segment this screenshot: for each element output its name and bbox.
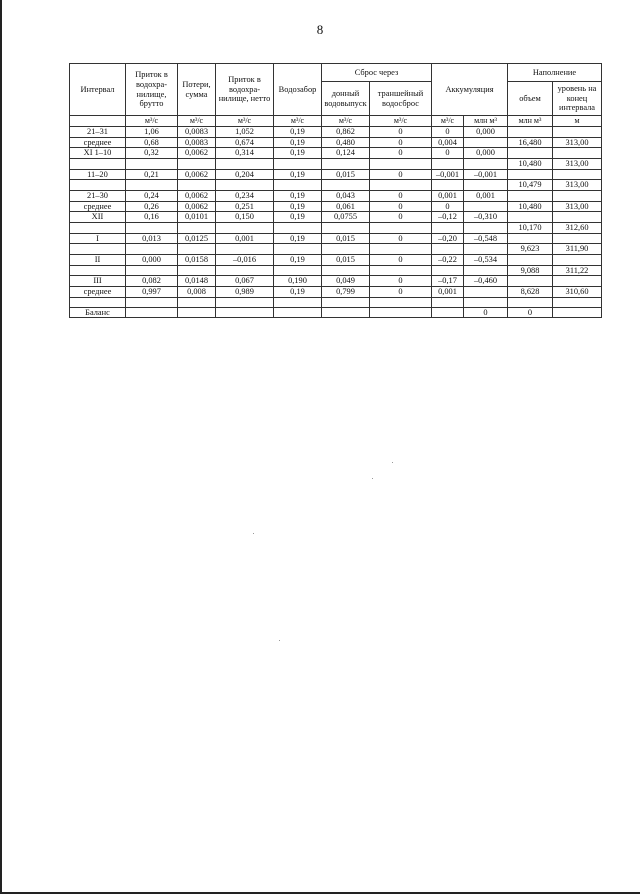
table-cell: 0,24	[126, 190, 178, 201]
table-cell: –0,016	[216, 254, 274, 265]
unit-cell: м³/с	[126, 116, 178, 127]
table-cell	[432, 180, 464, 191]
scan-speck	[279, 640, 280, 641]
table-cell	[508, 190, 553, 201]
table-cell	[553, 169, 602, 180]
table-row	[70, 180, 602, 191]
table-cell	[322, 180, 370, 191]
table-cell: 0	[370, 254, 432, 265]
table-cell: 0	[508, 307, 553, 318]
table-cell: 0,004	[432, 137, 464, 148]
table-cell: –0,460	[464, 276, 508, 287]
table-cell: 0	[432, 148, 464, 159]
table-cell: 0,0083	[178, 127, 216, 138]
table-cell: 0,001	[432, 286, 464, 297]
row-interval-cell	[70, 297, 126, 307]
table-cell	[322, 158, 370, 169]
table-cell: 9,623	[508, 244, 553, 255]
table-cell	[464, 158, 508, 169]
table-cell: 0,049	[322, 276, 370, 287]
table-cell: 0	[370, 127, 432, 138]
table-cell	[126, 222, 178, 233]
table-cell: 0,008	[178, 286, 216, 297]
reservoir-balance-table	[69, 63, 602, 318]
row-interval-cell: среднее	[70, 201, 126, 212]
table-cell: 1,06	[126, 127, 178, 138]
table-cell	[508, 127, 553, 138]
header-inflow-net: Приток в водохра-нилище, нетто	[216, 64, 274, 116]
table-row	[70, 233, 602, 244]
table-cell	[274, 158, 322, 169]
table-cell	[178, 297, 216, 307]
table-cell	[464, 265, 508, 276]
table-cell	[178, 222, 216, 233]
table-cell: 0,19	[274, 127, 322, 138]
table-cell: 10,170	[508, 222, 553, 233]
table-cell: 0	[370, 201, 432, 212]
table-cell	[216, 244, 274, 255]
table-cell: –0,548	[464, 233, 508, 244]
unit-cell-blank	[70, 116, 126, 127]
row-interval-cell: II	[70, 254, 126, 265]
table-cell	[508, 276, 553, 287]
table-cell	[274, 244, 322, 255]
unit-cell: м³/с	[370, 116, 432, 127]
table-cell: 9,088	[508, 265, 553, 276]
table-cell: 0,799	[322, 286, 370, 297]
table-cell: 1,052	[216, 127, 274, 138]
row-interval-cell	[70, 222, 126, 233]
table-cell: 0,251	[216, 201, 274, 212]
unit-cell: м³/с	[178, 116, 216, 127]
header-accumulation: Аккумуляция	[432, 64, 508, 116]
table-cell: 0,000	[464, 127, 508, 138]
header-inflow-gross: Приток в водохра-нилище, брутто	[126, 64, 178, 116]
header-level: уровень на конец интервала	[553, 82, 602, 116]
row-interval-cell	[70, 180, 126, 191]
table-cell: 0,68	[126, 137, 178, 148]
table-cell: 0,015	[322, 254, 370, 265]
table-cell: 8,628	[508, 286, 553, 297]
table-cell: 0,001	[464, 190, 508, 201]
table-cell: 0,32	[126, 148, 178, 159]
table-cell: 0,001	[216, 233, 274, 244]
table-row	[70, 212, 602, 223]
scan-speck	[392, 462, 393, 463]
table-cell	[553, 233, 602, 244]
table-cell: 10,479	[508, 180, 553, 191]
table-cell	[126, 244, 178, 255]
table-cell: 0,0158	[178, 254, 216, 265]
table-cell: 0,001	[432, 190, 464, 201]
header-volume: объем	[508, 82, 553, 116]
table-cell: 0,0062	[178, 190, 216, 201]
unit-cell: м³/с	[216, 116, 274, 127]
table-cell: 0	[370, 148, 432, 159]
table-cell	[432, 222, 464, 233]
table-cell: 0,480	[322, 137, 370, 148]
table-cell	[274, 307, 322, 318]
table-cell	[508, 169, 553, 180]
table-cell: 0,19	[274, 137, 322, 148]
table-cell	[322, 265, 370, 276]
table-cell: 0,082	[126, 276, 178, 287]
header-bottom-outlet: донный водовыпуск	[322, 82, 370, 116]
table-cell	[508, 297, 553, 307]
table-cell	[370, 158, 432, 169]
table-cell	[553, 297, 602, 307]
table-cell: –0,17	[432, 276, 464, 287]
table-row	[70, 286, 602, 297]
table-cell	[370, 297, 432, 307]
table-row	[70, 158, 602, 169]
table-cell	[178, 158, 216, 169]
table-cell: 10,480	[508, 201, 553, 212]
table-cell	[370, 244, 432, 255]
table-cell: 0,204	[216, 169, 274, 180]
table-cell	[216, 265, 274, 276]
table-cell	[126, 158, 178, 169]
table-cell: 0,674	[216, 137, 274, 148]
table-cell	[274, 297, 322, 307]
table-cell: –0,001	[464, 169, 508, 180]
table-cell: 313,00	[553, 201, 602, 212]
row-interval-cell: 21–31	[70, 127, 126, 138]
page-number: 8	[316, 22, 324, 37]
table-cell	[370, 265, 432, 276]
table-cell: 312,60	[553, 222, 602, 233]
table-cell	[178, 265, 216, 276]
table-cell: 0,21	[126, 169, 178, 180]
table-cell: 0,043	[322, 190, 370, 201]
table-cell: –0,534	[464, 254, 508, 265]
table-cell	[274, 180, 322, 191]
table-cell	[553, 307, 602, 318]
table-cell: 0,015	[322, 169, 370, 180]
table-cell: 0,000	[464, 148, 508, 159]
table-cell: 0,0062	[178, 201, 216, 212]
table-cell: 0,234	[216, 190, 274, 201]
table-cell	[216, 180, 274, 191]
table-cell: –0,22	[432, 254, 464, 265]
table-row	[70, 254, 602, 265]
table-row	[70, 265, 602, 276]
table-cell	[432, 297, 464, 307]
table-cell	[464, 244, 508, 255]
table-cell: 0,19	[274, 190, 322, 201]
table-cell: 0,19	[274, 212, 322, 223]
table-row	[70, 169, 602, 180]
table-cell	[370, 180, 432, 191]
unit-cell: м³/с	[432, 116, 464, 127]
table-cell	[464, 286, 508, 297]
table-cell	[432, 244, 464, 255]
table-cell	[178, 307, 216, 318]
row-interval-cell: 11–20	[70, 169, 126, 180]
table-cell: 0,19	[274, 169, 322, 180]
table-cell: 0	[370, 286, 432, 297]
row-interval-cell: III	[70, 276, 126, 287]
table-cell: 0	[370, 233, 432, 244]
table-cell: 0,19	[274, 233, 322, 244]
table-cell: 0,989	[216, 286, 274, 297]
table-cell	[370, 307, 432, 318]
header-trench-spillway: траншейный водосброс	[370, 82, 432, 116]
table-cell: 0,314	[216, 148, 274, 159]
table-cell: 0,124	[322, 148, 370, 159]
table-cell: 313,00	[553, 180, 602, 191]
table-cell: 0,997	[126, 286, 178, 297]
table-cell	[464, 297, 508, 307]
table-cell: 310,60	[553, 286, 602, 297]
table-cell: 0,190	[274, 276, 322, 287]
table-cell	[553, 254, 602, 265]
table-cell	[508, 212, 553, 223]
table-cell	[432, 158, 464, 169]
table-cell	[126, 297, 178, 307]
table-cell	[216, 307, 274, 318]
table-cell: –0,001	[432, 169, 464, 180]
unit-cell: м	[553, 116, 602, 127]
table-row	[70, 244, 602, 255]
row-interval-cell: I	[70, 233, 126, 244]
table-cell	[432, 307, 464, 318]
row-interval-cell	[70, 158, 126, 169]
table-cell: 0,19	[274, 254, 322, 265]
table-cell	[322, 244, 370, 255]
table-cell	[432, 265, 464, 276]
unit-cell: млн м³	[464, 116, 508, 127]
table-cell: 0,26	[126, 201, 178, 212]
table-cell	[216, 297, 274, 307]
table-cell	[370, 222, 432, 233]
unit-cell: м³/с	[274, 116, 322, 127]
table-cell: 0,19	[274, 148, 322, 159]
header-losses: Потери, сумма	[178, 64, 216, 116]
row-interval-cell: XII	[70, 212, 126, 223]
table-row	[70, 307, 602, 318]
header-interval: Интервал	[70, 64, 126, 116]
table-cell: 0,19	[274, 201, 322, 212]
table-cell: 0,16	[126, 212, 178, 223]
table-cell: 0	[370, 212, 432, 223]
table-cell: 0,061	[322, 201, 370, 212]
table-cell	[464, 137, 508, 148]
row-interval-cell	[70, 265, 126, 276]
table-cell	[508, 148, 553, 159]
table-cell: 0	[432, 201, 464, 212]
table-row	[70, 201, 602, 212]
table-cell	[126, 180, 178, 191]
table-cell	[126, 265, 178, 276]
table-cell: 0	[370, 137, 432, 148]
table-cell: 0,19	[274, 286, 322, 297]
table-cell: 0	[464, 307, 508, 318]
scan-speck	[253, 533, 254, 534]
table-row	[70, 297, 602, 307]
unit-cell: млн м³	[508, 116, 553, 127]
table-cell	[553, 212, 602, 223]
table-cell: 0	[370, 169, 432, 180]
row-interval-cell: среднее	[70, 137, 126, 148]
table-row	[70, 137, 602, 148]
table-cell: –0,310	[464, 212, 508, 223]
table-cell	[216, 158, 274, 169]
table-cell: 0,000	[126, 254, 178, 265]
table-cell	[178, 180, 216, 191]
table-row	[70, 276, 602, 287]
table-cell	[553, 148, 602, 159]
table-cell: 16,480	[508, 137, 553, 148]
table-cell	[322, 307, 370, 318]
table-cell	[178, 244, 216, 255]
table-cell: 0	[370, 190, 432, 201]
header-filling-group: Наполнение	[508, 64, 602, 82]
table-cell: 0,013	[126, 233, 178, 244]
table-cell: 0,150	[216, 212, 274, 223]
table-cell	[508, 254, 553, 265]
table-cell	[464, 201, 508, 212]
row-interval-cell: среднее	[70, 286, 126, 297]
table-cell: 0,015	[322, 233, 370, 244]
table-row	[70, 127, 602, 138]
table-cell: –0,20	[432, 233, 464, 244]
table-cell	[274, 222, 322, 233]
table-cell: 0,0062	[178, 169, 216, 180]
table-cell: 0	[432, 127, 464, 138]
unit-cell: м³/с	[322, 116, 370, 127]
row-interval-cell	[70, 244, 126, 255]
table-cell	[216, 222, 274, 233]
row-interval-cell: 21–30	[70, 190, 126, 201]
row-interval-cell: XI 1–10	[70, 148, 126, 159]
table-cell	[322, 222, 370, 233]
table-cell: 311,22	[553, 265, 602, 276]
table-cell	[464, 222, 508, 233]
table-cell: 313,00	[553, 158, 602, 169]
table-body	[70, 127, 602, 318]
table-cell	[553, 127, 602, 138]
scan-speck	[372, 478, 373, 479]
table-cell	[126, 307, 178, 318]
table-cell	[553, 276, 602, 287]
table-cell: 0,0083	[178, 137, 216, 148]
table-cell	[464, 180, 508, 191]
table-cell	[553, 190, 602, 201]
row-interval-cell: Баланс	[70, 307, 126, 318]
table-cell: 311,90	[553, 244, 602, 255]
table-cell: 10,480	[508, 158, 553, 169]
table-cell: 0,067	[216, 276, 274, 287]
table-cell: 0,862	[322, 127, 370, 138]
table-cell: 0,0148	[178, 276, 216, 287]
table-cell	[508, 233, 553, 244]
table-row	[70, 148, 602, 159]
table-row	[70, 190, 602, 201]
table-row	[70, 222, 602, 233]
table-cell: –0,12	[432, 212, 464, 223]
header-discharge-group: Сброс через	[322, 64, 432, 82]
table-cell	[274, 265, 322, 276]
table-cell: 0	[370, 276, 432, 287]
table-cell	[322, 297, 370, 307]
table-cell: 0,0101	[178, 212, 216, 223]
table-cell: 0,0125	[178, 233, 216, 244]
table-cell: 0,0755	[322, 212, 370, 223]
table-cell: 0,0062	[178, 148, 216, 159]
header-water-intake: Водозабор	[274, 64, 322, 116]
table-cell: 313,00	[553, 137, 602, 148]
